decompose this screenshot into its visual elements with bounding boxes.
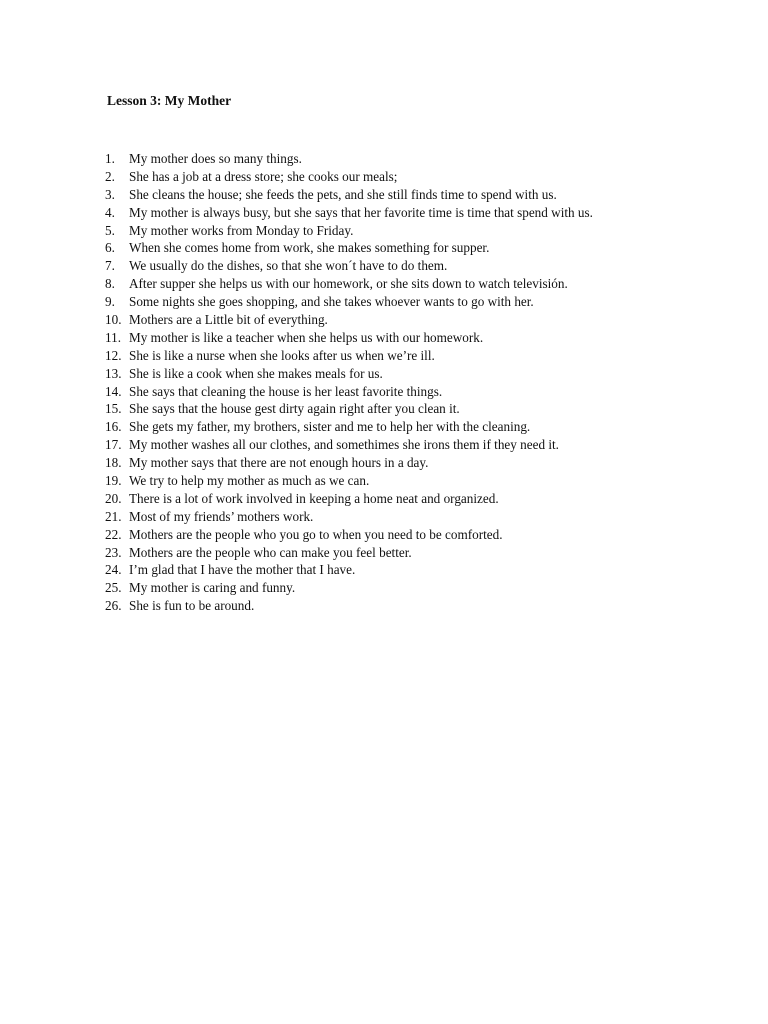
list-item xyxy=(105,561,593,579)
item-number: 22. xyxy=(105,526,122,542)
item-number: 15. xyxy=(105,401,122,417)
list-item xyxy=(105,508,593,526)
item-number: 2. xyxy=(105,168,115,184)
item-text: When she comes home from work, she makes something for supper. xyxy=(129,240,490,256)
list-item xyxy=(105,168,593,186)
item-number: 1. xyxy=(105,151,115,166)
item-number: 12. xyxy=(105,347,122,363)
item-text: She says that cleaning the house is her least favorite things. xyxy=(129,383,443,399)
item-number: 14. xyxy=(105,383,122,399)
item-number: 10. xyxy=(105,312,122,328)
item-number: 4. xyxy=(105,204,115,220)
item-number: 17. xyxy=(105,437,122,453)
item-number: 3. xyxy=(105,186,115,202)
item-text: Most of my friends’ mothers work. xyxy=(129,508,314,524)
item-number: 13. xyxy=(105,365,122,381)
list-item xyxy=(105,347,593,365)
item-text: My mother washes all our clothes, and somethimes she irons them if they need it. xyxy=(129,437,559,453)
item-text: My mother is like a teacher when she helps us with our homework. xyxy=(129,329,484,345)
list-item xyxy=(105,597,593,615)
sentence-list xyxy=(105,150,593,615)
list-item xyxy=(105,293,593,311)
list-item xyxy=(105,383,593,401)
item-number: 23. xyxy=(105,544,122,560)
item-text: There is a lot of work involved in keeping a home neat and organized. xyxy=(129,490,499,506)
item-text: She has a job at a dress store; she cooks our meals; xyxy=(129,168,398,184)
item-text: She cleans the house; she feeds the pets, and she still finds time to spend with us. xyxy=(129,186,557,202)
item-text: My mother is always busy, but she says that her favorite time is time that spend with us. xyxy=(129,204,593,220)
item-number: 18. xyxy=(105,455,122,471)
lesson-title: Lesson 3: My Mother xyxy=(107,93,232,108)
list-item xyxy=(105,365,593,383)
list-item xyxy=(105,400,593,418)
item-text: My mother works from Monday to Friday. xyxy=(129,222,354,238)
item-text: She is fun to be around. xyxy=(129,598,255,614)
item-text: Mothers are a Little bit of everything. xyxy=(129,312,328,328)
item-number: 20. xyxy=(105,490,122,506)
item-number: 7. xyxy=(105,258,115,274)
item-text: My mother says that there are not enough hours in a day. xyxy=(129,455,429,471)
item-number: 5. xyxy=(105,222,115,238)
item-number: 21. xyxy=(105,508,122,524)
list-item xyxy=(105,311,593,329)
list-item xyxy=(105,275,593,293)
item-text: We try to help my mother as much as we can. xyxy=(129,473,370,489)
item-number: 19. xyxy=(105,473,122,489)
item-text: Mothers are the people who can make you feel better. xyxy=(129,544,412,560)
item-number: 24. xyxy=(105,562,122,578)
list-item xyxy=(105,418,593,436)
list-item xyxy=(105,329,593,347)
list-item xyxy=(105,436,593,454)
item-text: She says that the house gest dirty again right after you clean it. xyxy=(129,401,460,417)
list-item xyxy=(105,526,593,544)
item-text: Mothers are the people who you go to when you need to be comforted. xyxy=(129,526,503,542)
item-text: She is like a nurse when she looks after us when we’re ill. xyxy=(129,347,435,363)
item-number: 26. xyxy=(105,598,122,614)
list-item xyxy=(105,186,593,204)
item-number: 8. xyxy=(105,276,115,292)
item-text: She is like a cook when she makes meals for us. xyxy=(129,365,383,381)
item-text: We usually do the dishes, so that she won´t have to do them. xyxy=(129,258,448,274)
list-item xyxy=(105,257,593,275)
item-text: I’m glad that I have the mother that I have. xyxy=(129,562,356,578)
item-text: Some nights she goes shopping, and she takes whoever wants to go with her. xyxy=(129,294,534,310)
list-item xyxy=(105,472,593,490)
item-number: 6. xyxy=(105,240,115,256)
item-text: After supper she helps us with our homework, or she sits down to watch televisión. xyxy=(129,276,568,292)
item-number: 9. xyxy=(105,294,115,310)
list-item xyxy=(105,239,593,257)
list-item xyxy=(105,204,593,222)
list-item xyxy=(105,490,593,508)
item-text: My mother is caring and funny. xyxy=(129,580,296,596)
item-number: 16. xyxy=(105,419,122,435)
list-item xyxy=(105,579,593,597)
item-text: She gets my father, my brothers, sister and me to help her with the cleaning. xyxy=(129,419,531,435)
list-item xyxy=(105,454,593,472)
list-item xyxy=(105,150,593,168)
item-number: 25. xyxy=(105,580,122,596)
item-text: My mother does so many things. xyxy=(129,151,302,166)
list-item xyxy=(105,544,593,562)
list-item xyxy=(105,222,593,240)
item-number: 11. xyxy=(105,329,121,345)
